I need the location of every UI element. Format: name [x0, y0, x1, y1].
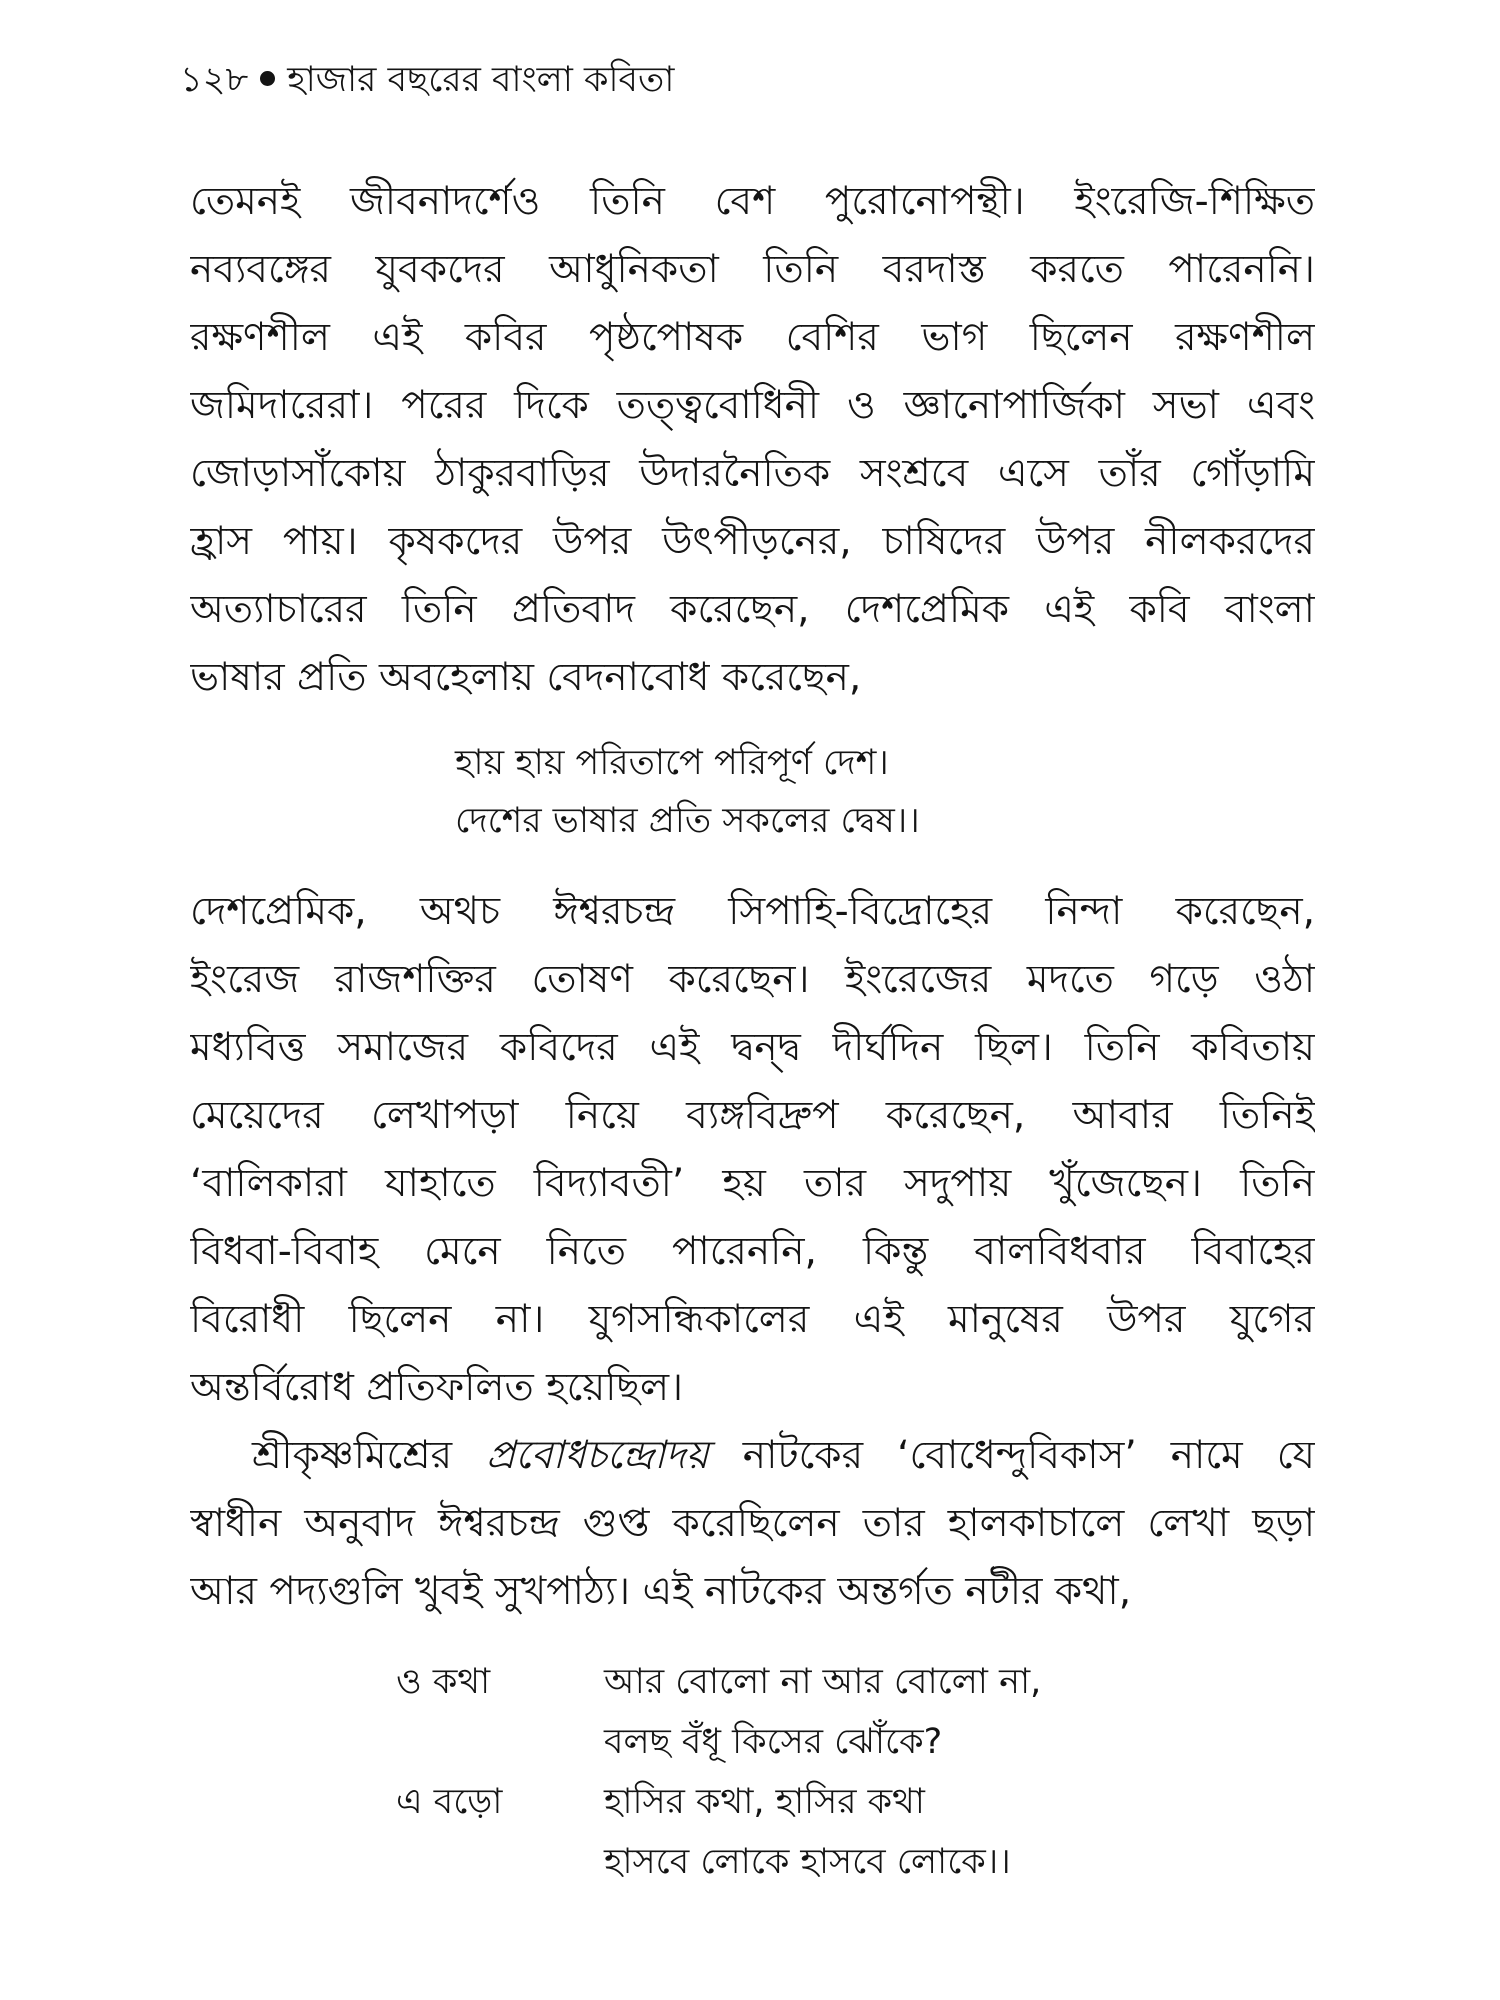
text-line: মেয়েদের লেখাপড়া নিয়ে ব্যঙ্গবিদ্রুপ করেছেন, আবার তিনিই — [190, 1093, 1315, 1138]
book-title: হাজার বছরের বাংলা কবিতা — [287, 60, 675, 100]
dialogue-row — [190, 1832, 1315, 1892]
text-line — [190, 1422, 1315, 1490]
text-line: জোড়াসাঁকোয় ঠাকুরবাড়ির উদারনৈতিক সংশ্রবে এসে তাঁর গোঁড়ামি — [190, 451, 1315, 496]
text-line: ইংরেজ রাজশক্তির তোষণ করেছেন। ইংরেজের মদতে গড়ে ওঠা — [190, 957, 1315, 1002]
text-line: দেশপ্রেমিক, অথচ ঈশ্বরচন্দ্র সিপাহি-বিদ্রোহের নিন্দা করেছেন, — [190, 889, 1315, 934]
verse-line: দেশের ভাষার প্রতি সকলের দ্বেষ।। — [455, 801, 920, 841]
paragraph — [190, 1422, 1315, 1626]
text-line: ‘বালিকারা যাহাতে বিদ্যাবতী’ হয় তার সদুপায় খুঁজেছেন। তিনি — [190, 1161, 1315, 1206]
text-line: ভাষার প্রতি অবহেলায় বেদনাবোধ করেছেন, — [190, 655, 862, 700]
bullet-icon — [260, 71, 275, 86]
speaker-label: এ বড়ো — [396, 1782, 503, 1822]
text-line: জমিদারেরা। পরের দিকে তত্ত্ববোধিনী ও জ্ঞানোপার্জিকা সভা এবং — [190, 383, 1315, 428]
dialogue-line: হাসবে লোকে হাসবে লোকে।। — [604, 1842, 1011, 1882]
speaker-label — [190, 1712, 604, 1772]
speaker-label: ও কথা — [396, 1662, 491, 1702]
dialogue-line: বলছ বঁধূ কিসের ঝোঁকে? — [604, 1722, 943, 1762]
text-line: মধ্যবিত্ত সমাজের কবিদের এই দ্বন্দ্ব দীর্ঘদিন ছিল। তিনি কবিতায় — [190, 1025, 1315, 1070]
text-line: হ্রাস পায়। কৃষকদের উপর উৎপীড়নের, চাষিদের উপর নীলকরদের — [190, 519, 1315, 564]
text-run: শ্রীকৃষ্ণমিশ্রের — [252, 1433, 487, 1478]
dialogue-line: হাসির কথা, হাসির কথা — [604, 1782, 925, 1822]
text-line: নব্যবঙ্গের যুবকদের আধুনিকতা তিনি বরদাস্ত করতে পারেননি। — [190, 247, 1315, 292]
page-body — [190, 168, 1315, 1892]
dialogue-row — [190, 1772, 1315, 1832]
dialogue-verse — [190, 1652, 1315, 1892]
text-line: অন্তর্বিরোধ প্রতিফলিত হয়েছিল। — [190, 1365, 684, 1410]
page-number: ১২৮ — [180, 60, 249, 100]
text-line: রক্ষণশীল এই কবির পৃষ্ঠপোষক বেশির ভাগ ছিলেন রক্ষণশীল — [190, 315, 1315, 360]
speaker-label — [190, 1832, 604, 1892]
dialogue-line: আর বোলো না আর বোলো না, — [604, 1662, 1042, 1702]
dialogue-row — [190, 1712, 1315, 1772]
text-line: তেমনই জীবনাদর্শেও তিনি বেশ পুরোনোপন্থী। ইংরেজি-শিক্ষিত — [190, 179, 1315, 224]
text-line: বিধবা-বিবাহ মেনে নিতে পারেননি, কিন্তু বালবিধবার বিবাহের — [190, 1229, 1315, 1274]
play-title: প্রবোধচন্দ্রোদয় — [486, 1433, 709, 1478]
text-line: বিরোধী ছিলেন না। যুগসন্ধিকালের এই মানুষের উপর যুগের — [190, 1297, 1315, 1342]
text-line: স্বাধীন অনুবাদ ঈশ্বরচন্দ্র গুপ্ত করেছিলেন তার হালকাচালে লেখা ছড়া — [190, 1501, 1315, 1546]
verse-quote — [190, 734, 1315, 850]
text-line: আর পদ্যগুলি খুবই সুখপাঠ্য। এই নাটকের অন্তর্গত নটীর কথা, — [190, 1569, 1132, 1614]
text-run: নাটকের ‘বোধেন্দুবিকাস’ নামে যে — [708, 1433, 1315, 1478]
paragraph — [190, 878, 1315, 1422]
text-line: অত্যাচারের তিনি প্রতিবাদ করেছেন, দেশপ্রেমিক এই কবি বাংলা — [190, 587, 1315, 632]
paragraph — [190, 168, 1315, 712]
running-header — [180, 58, 674, 102]
dialogue-row — [190, 1652, 1315, 1712]
verse-line: হায় হায় পরিতাপে পরিপূর্ণ দেশ। — [455, 743, 889, 783]
